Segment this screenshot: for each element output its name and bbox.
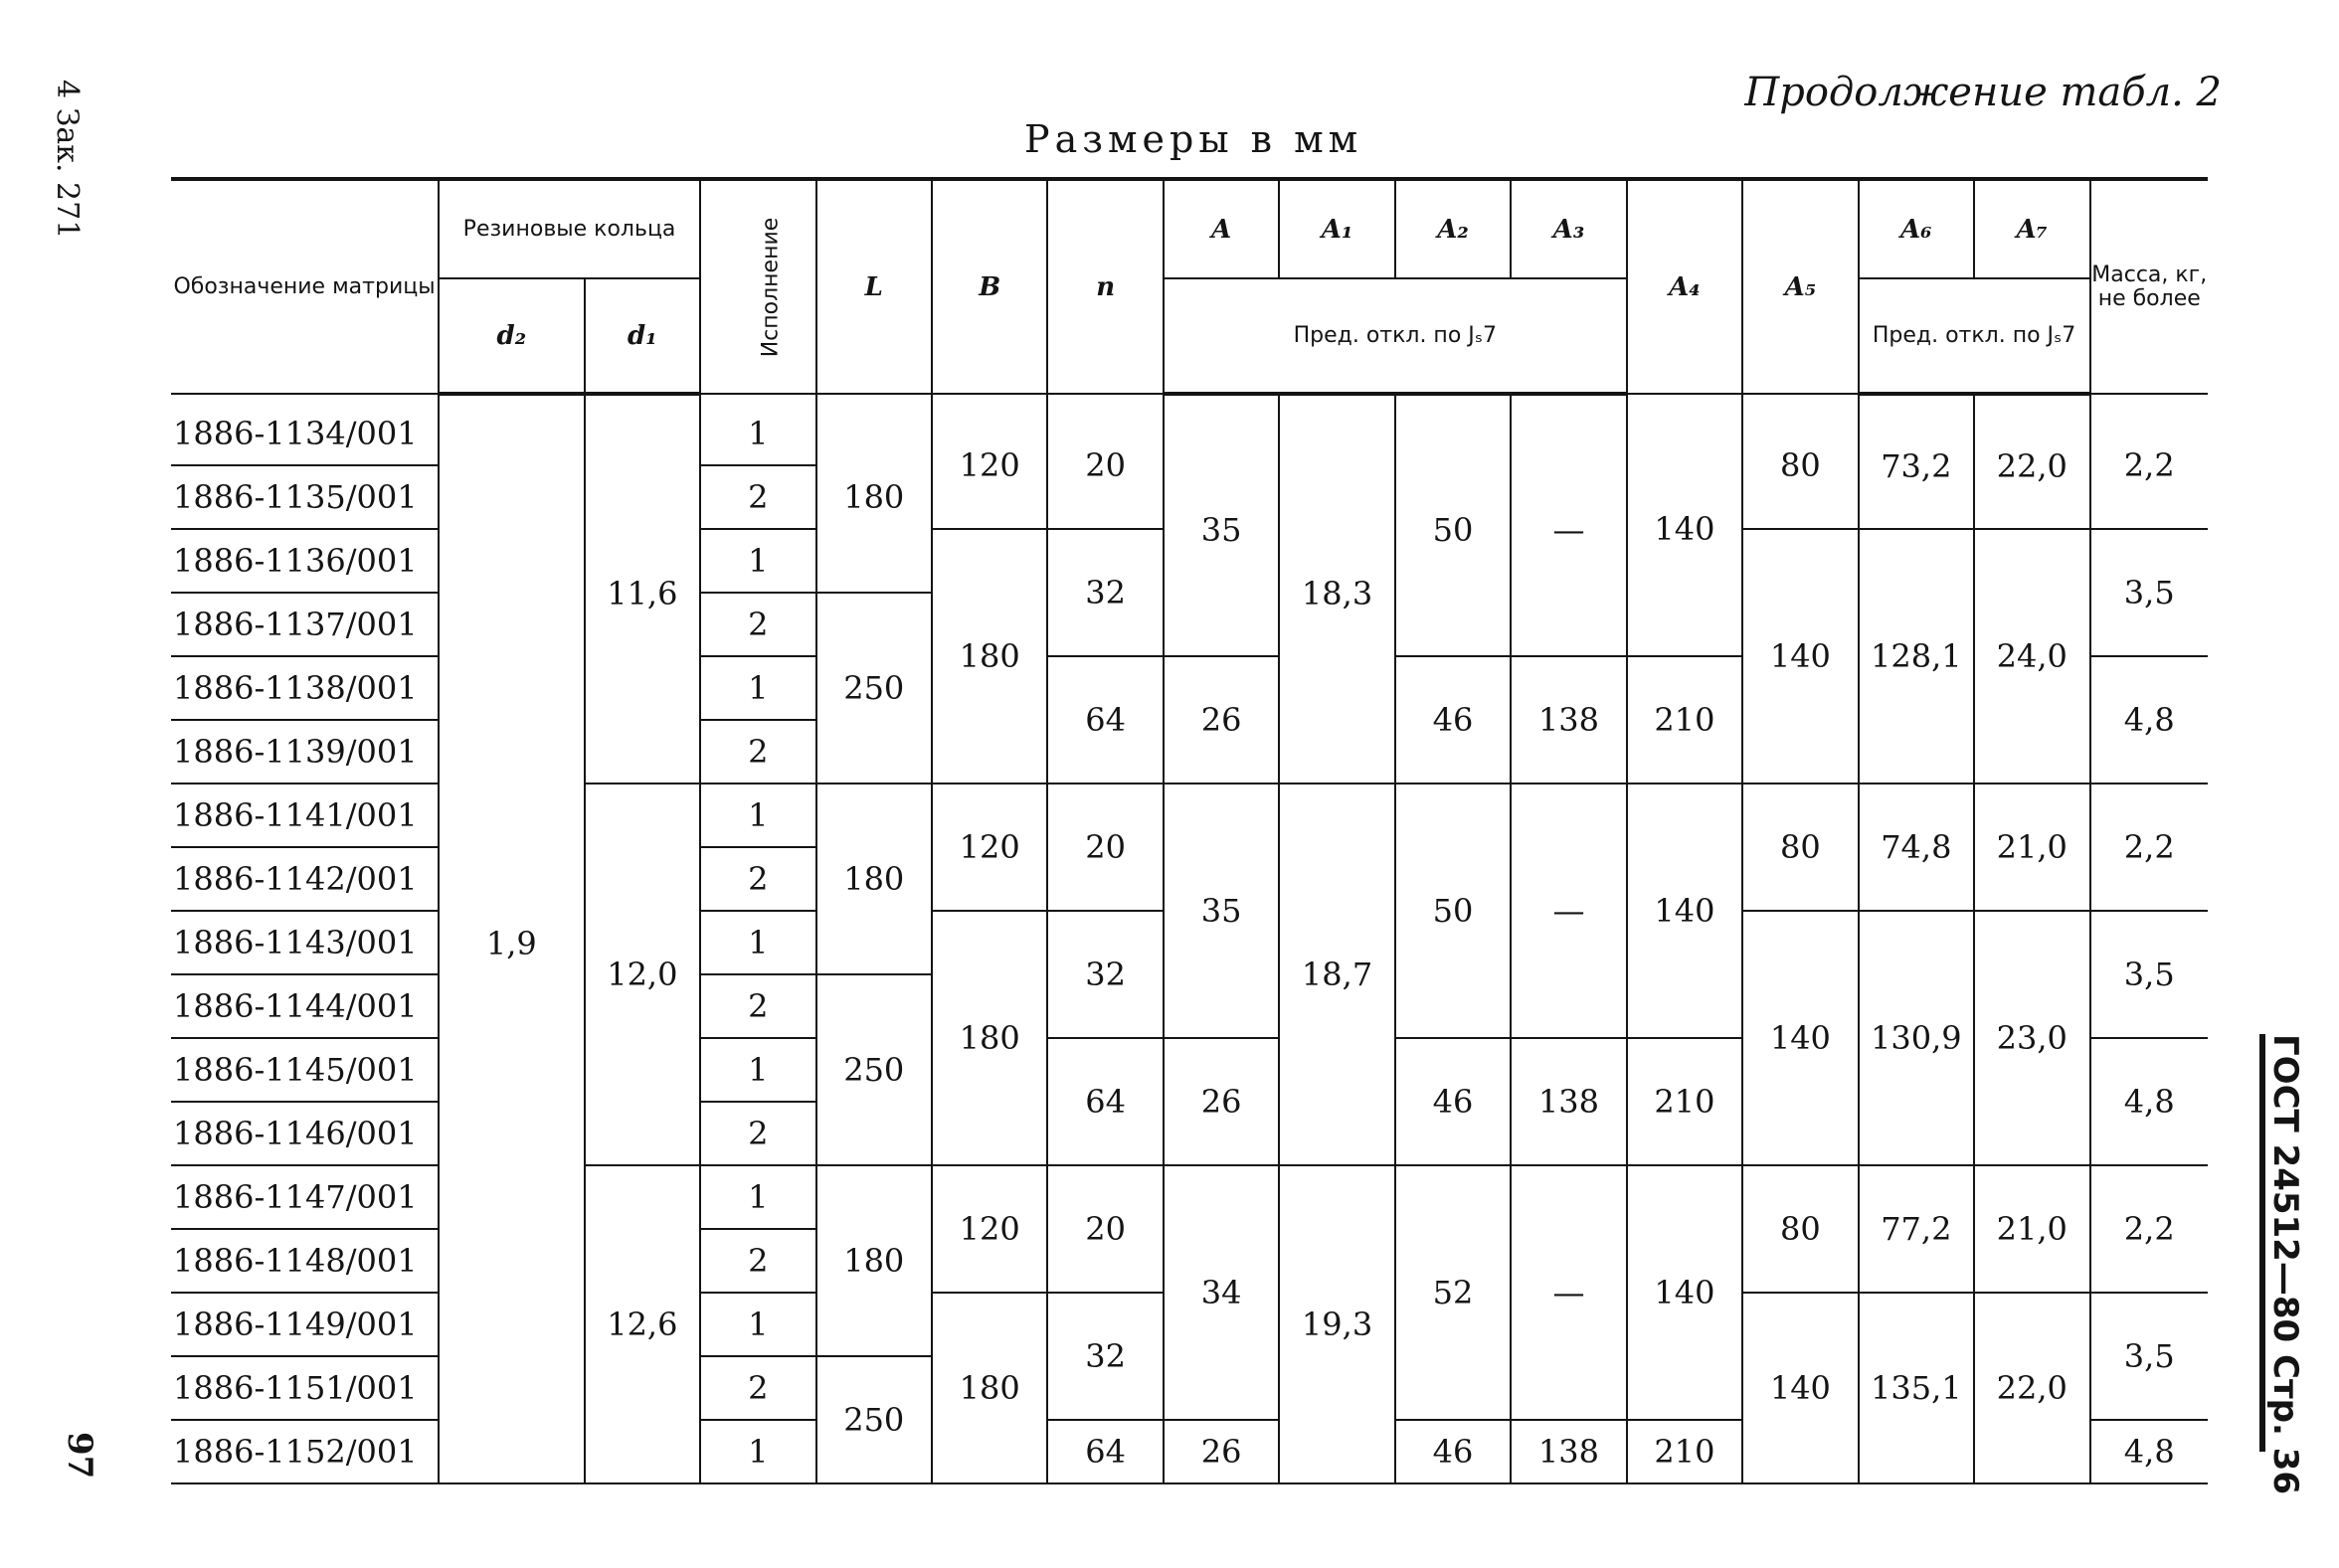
A7-value: 21,0 bbox=[1974, 784, 2089, 911]
mass-value: 2,2 bbox=[2090, 394, 2209, 529]
A3-value: — bbox=[1511, 784, 1626, 1038]
version-value: 1 bbox=[700, 1293, 815, 1356]
matrix-code: 1886-1148/001 bbox=[171, 1229, 439, 1293]
version-value: 1 bbox=[700, 911, 815, 974]
A-value: 34 bbox=[1164, 1165, 1279, 1420]
A4-value: 140 bbox=[1627, 784, 1742, 1038]
mass-value: 4,8 bbox=[2090, 1420, 2209, 1483]
version-value: 1 bbox=[700, 656, 815, 720]
page-number: 97 bbox=[60, 1432, 99, 1480]
table-body bbox=[171, 394, 2208, 1483]
table-header bbox=[171, 179, 2208, 394]
version-value: 2 bbox=[700, 1102, 815, 1165]
matrix-code: 1886-1144/001 bbox=[171, 974, 439, 1038]
matrix-code: 1886-1151/001 bbox=[171, 1356, 439, 1420]
A7-value: 23,0 bbox=[1974, 911, 2089, 1165]
A1-value: 18,3 bbox=[1279, 394, 1394, 784]
A5-header: A₅ bbox=[1742, 179, 1858, 394]
A4-value: 210 bbox=[1627, 1420, 1742, 1483]
A3-value: 138 bbox=[1511, 1420, 1626, 1483]
n-value: 20 bbox=[1047, 394, 1163, 529]
A5-value: 140 bbox=[1742, 911, 1858, 1165]
n-value: 20 bbox=[1047, 784, 1163, 911]
B-value: 120 bbox=[932, 784, 1047, 911]
A-value: 26 bbox=[1164, 1420, 1279, 1483]
A5-value: 80 bbox=[1742, 784, 1858, 911]
mass-value: 3,5 bbox=[2090, 1293, 2209, 1420]
version-value: 2 bbox=[700, 1229, 815, 1293]
A-value: 35 bbox=[1164, 784, 1279, 1038]
matrix-code: 1886-1152/001 bbox=[171, 1420, 439, 1483]
A7-value: 22,0 bbox=[1974, 394, 2089, 529]
A1-value: 18,7 bbox=[1279, 784, 1394, 1165]
A-value: 26 bbox=[1164, 656, 1279, 784]
tolerance-header-b: Пред. откл. по Jₛ7 bbox=[1859, 278, 2090, 394]
version-value: 2 bbox=[700, 465, 815, 529]
A2-value: 50 bbox=[1395, 784, 1511, 1038]
units-caption: Размеры в мм bbox=[1024, 117, 1363, 161]
version-header: Исполнение bbox=[700, 179, 815, 394]
A7-header: A₇ bbox=[1974, 179, 2089, 278]
matrix-code: 1886-1143/001 bbox=[171, 911, 439, 974]
n-value: 64 bbox=[1047, 656, 1163, 784]
version-value: 2 bbox=[700, 720, 815, 784]
n-header: n bbox=[1047, 179, 1163, 394]
L-value: 180 bbox=[816, 1165, 932, 1356]
A6-value: 135,1 bbox=[1859, 1293, 1974, 1483]
version-value: 2 bbox=[700, 974, 815, 1038]
matrix-code: 1886-1137/001 bbox=[171, 593, 439, 656]
B-value: 120 bbox=[932, 394, 1047, 529]
A-value: 35 bbox=[1164, 394, 1279, 656]
n-value: 20 bbox=[1047, 1165, 1163, 1293]
A1-value: 19,3 bbox=[1279, 1165, 1394, 1483]
A2-value: 50 bbox=[1395, 394, 1511, 656]
A2-value: 46 bbox=[1395, 1420, 1511, 1483]
d1-value: 12,6 bbox=[585, 1165, 700, 1483]
n-value: 32 bbox=[1047, 1293, 1163, 1420]
mass-value: 2,2 bbox=[2090, 784, 2209, 911]
matrix-code: 1886-1147/001 bbox=[171, 1165, 439, 1229]
B-value: 120 bbox=[932, 1165, 1047, 1293]
A6-value: 130,9 bbox=[1859, 911, 1974, 1165]
matrix-code: 1886-1136/001 bbox=[171, 529, 439, 593]
standard-reference: ГОСТ 24512—80 Стр. 36 bbox=[2265, 1034, 2305, 1495]
d1-header: d₁ bbox=[585, 278, 700, 394]
n-value: 64 bbox=[1047, 1420, 1163, 1483]
A6-value: 77,2 bbox=[1859, 1165, 1974, 1293]
dimensions-table bbox=[171, 177, 2208, 1484]
version-value: 2 bbox=[700, 847, 815, 911]
matrix-code: 1886-1146/001 bbox=[171, 1102, 439, 1165]
mass-value: 4,8 bbox=[2090, 656, 2209, 784]
A3-value: — bbox=[1511, 1165, 1626, 1420]
A7-value: 24,0 bbox=[1974, 529, 2089, 784]
A-value: 26 bbox=[1164, 1038, 1279, 1165]
version-value: 1 bbox=[700, 1420, 815, 1483]
L-header: L bbox=[816, 179, 932, 394]
mass-value: 4,8 bbox=[2090, 1038, 2209, 1165]
margin-bar bbox=[2259, 1034, 2265, 1452]
B-header: B bbox=[932, 179, 1047, 394]
A3-value: 138 bbox=[1511, 656, 1626, 784]
n-value: 32 bbox=[1047, 911, 1163, 1038]
matrix-code: 1886-1135/001 bbox=[171, 465, 439, 529]
d1-value: 11,6 bbox=[585, 394, 700, 784]
mass-header: Масса, кг, не более bbox=[2090, 179, 2209, 394]
d1-value: 12,0 bbox=[585, 784, 700, 1165]
L-value: 250 bbox=[816, 593, 932, 784]
A4-value: 210 bbox=[1627, 1038, 1742, 1165]
matrix-code: 1886-1145/001 bbox=[171, 1038, 439, 1102]
B-value: 180 bbox=[932, 911, 1047, 1165]
A7-value: 21,0 bbox=[1974, 1165, 2089, 1293]
A5-value: 140 bbox=[1742, 529, 1858, 784]
matrix-code: 1886-1141/001 bbox=[171, 784, 439, 847]
rubber-rings-header: Резиновые кольца bbox=[439, 179, 700, 278]
A5-value: 80 bbox=[1742, 394, 1858, 529]
A3-value: 138 bbox=[1511, 1038, 1626, 1165]
A1-header: A₁ bbox=[1279, 179, 1394, 278]
A6-value: 74,8 bbox=[1859, 784, 1974, 911]
version-value: 1 bbox=[700, 1038, 815, 1102]
L-value: 250 bbox=[816, 1356, 932, 1483]
A2-value: 46 bbox=[1395, 1038, 1511, 1165]
d2-header: d₂ bbox=[439, 278, 585, 394]
version-value: 2 bbox=[700, 1356, 815, 1420]
A7-value: 22,0 bbox=[1974, 1293, 2089, 1483]
A5-value: 140 bbox=[1742, 1293, 1858, 1483]
L-value: 180 bbox=[816, 784, 932, 974]
matrix-code: 1886-1139/001 bbox=[171, 720, 439, 784]
d2-value: 1,9 bbox=[439, 394, 585, 1483]
matrix-code: 1886-1142/001 bbox=[171, 847, 439, 911]
L-value: 250 bbox=[816, 974, 932, 1165]
mass-value: 3,5 bbox=[2090, 529, 2209, 656]
A6-value: 73,2 bbox=[1859, 394, 1974, 529]
A4-value: 140 bbox=[1627, 1165, 1742, 1420]
mass-value: 2,2 bbox=[2090, 1165, 2209, 1293]
L-value: 180 bbox=[816, 394, 932, 593]
version-value: 1 bbox=[700, 394, 815, 465]
matrix-code: 1886-1149/001 bbox=[171, 1293, 439, 1356]
version-value: 1 bbox=[700, 529, 815, 593]
A6-value: 128,1 bbox=[1859, 529, 1974, 784]
A2-value: 46 bbox=[1395, 656, 1511, 784]
designation-header: Обозначение матрицы bbox=[171, 179, 439, 394]
continuation-heading: Продолжение табл. 2 bbox=[1744, 70, 2222, 115]
A4-value: 210 bbox=[1627, 656, 1742, 784]
A2-header: A₂ bbox=[1395, 179, 1511, 278]
mass-value: 3,5 bbox=[2090, 911, 2209, 1038]
B-value: 180 bbox=[932, 529, 1047, 784]
A-header: A bbox=[1164, 179, 1279, 278]
order-note: 4 Зак. 271 bbox=[50, 80, 85, 240]
matrix-code: 1886-1134/001 bbox=[171, 394, 439, 465]
matrix-code: 1886-1138/001 bbox=[171, 656, 439, 720]
A3-header: A₃ bbox=[1511, 179, 1626, 278]
n-value: 32 bbox=[1047, 529, 1163, 656]
version-value: 2 bbox=[700, 593, 815, 656]
A4-value: 140 bbox=[1627, 394, 1742, 656]
tolerance-header-a: Пред. откл. по Jₛ7 bbox=[1164, 278, 1627, 394]
version-value: 1 bbox=[700, 1165, 815, 1229]
n-value: 64 bbox=[1047, 1038, 1163, 1165]
A3-value: — bbox=[1511, 394, 1626, 656]
B-value: 180 bbox=[932, 1293, 1047, 1483]
A2-value: 52 bbox=[1395, 1165, 1511, 1420]
A4-header: A₄ bbox=[1627, 179, 1742, 394]
A5-value: 80 bbox=[1742, 1165, 1858, 1293]
table-row bbox=[171, 394, 2208, 465]
version-value: 1 bbox=[700, 784, 815, 847]
A6-header: A₆ bbox=[1859, 179, 1974, 278]
